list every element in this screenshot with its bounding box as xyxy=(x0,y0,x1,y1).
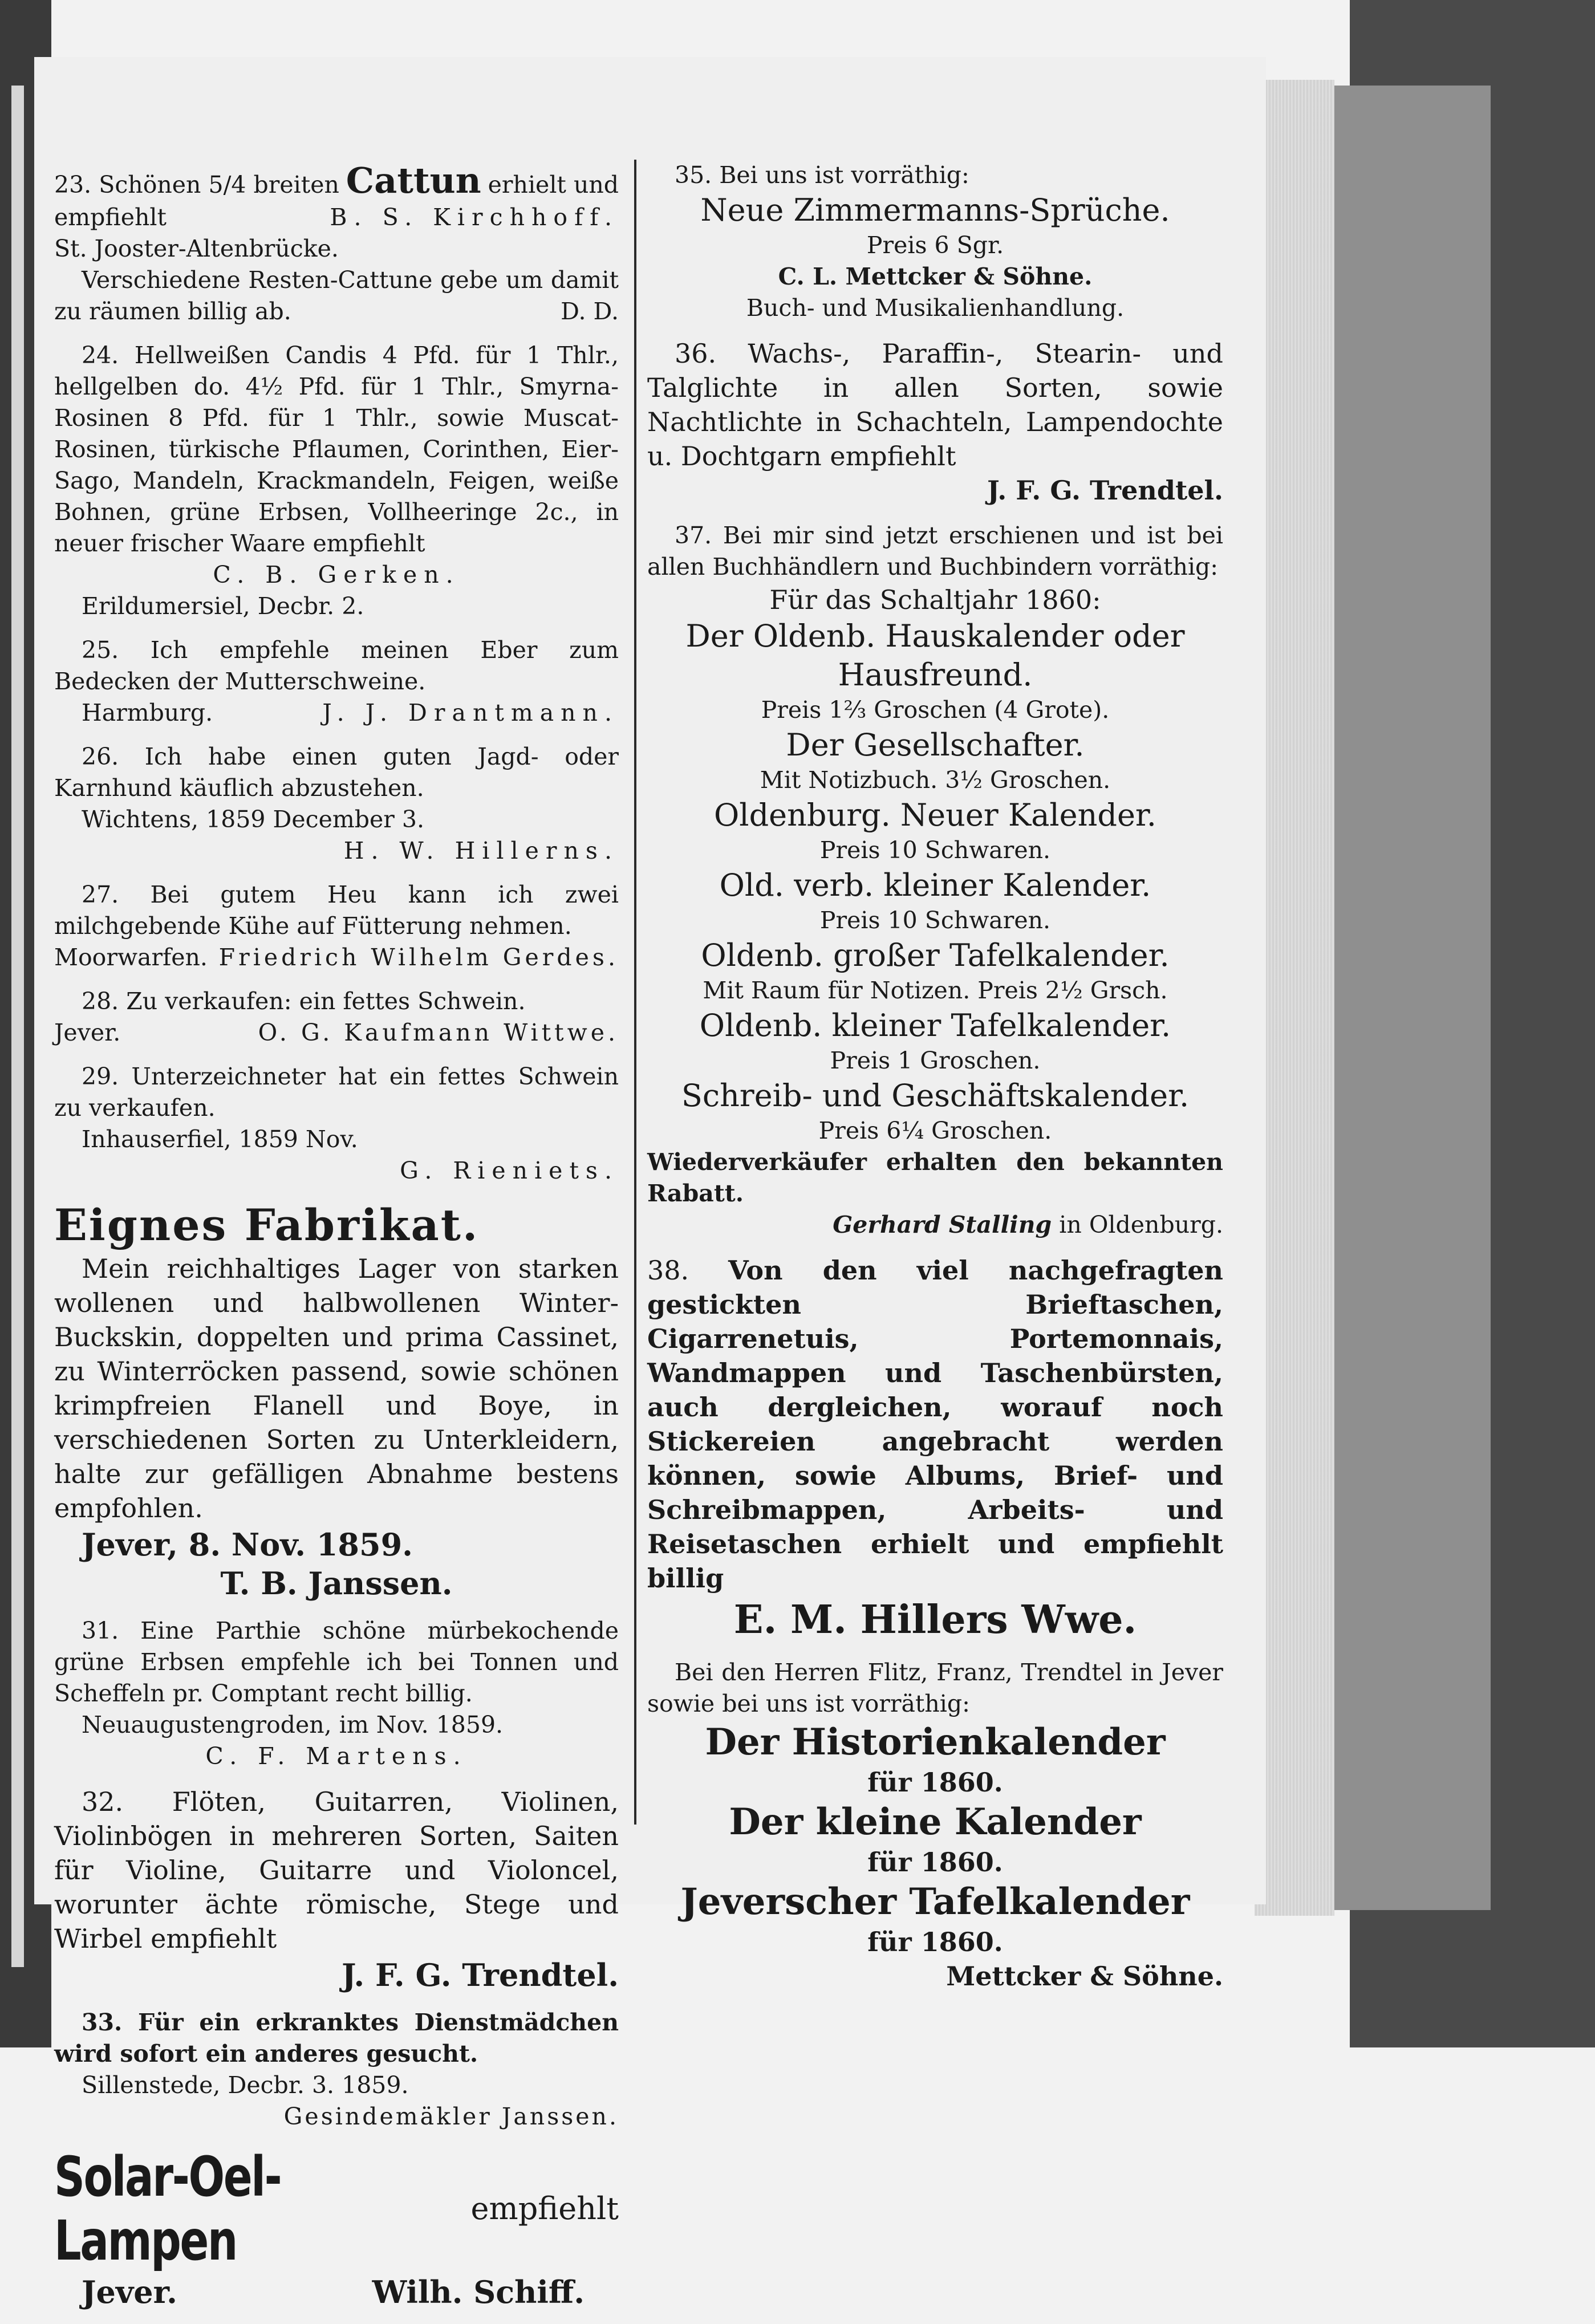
ad-37-price-3: Preis 10 Schwaren. xyxy=(819,836,1051,864)
ad-36-signature: J. F. G. Trendtel. xyxy=(987,475,1223,506)
ad-39-title-3: Jeverscher Tafelkalender xyxy=(680,1880,1190,1923)
ad-23-intro: 23. Schönen 5/4 breiten xyxy=(54,171,339,198)
ad-37-title-5: Oldenb. großer Tafelkalender. xyxy=(701,937,1170,973)
ad-34-heading: Solar-Oel-Lampen xyxy=(54,2145,281,2273)
ad-34 xyxy=(54,2145,619,2311)
ad-29-place: Inhauserfiel, 1859 Nov. xyxy=(82,1126,358,1153)
ad-25 xyxy=(54,635,619,729)
ad-39-for-1: für 1860. xyxy=(867,1767,1003,1798)
ad-31 xyxy=(54,1615,619,1772)
ad-32 xyxy=(54,1785,619,1994)
ad-35-intro: 35. Bei uns ist vorräthig: xyxy=(675,161,969,189)
ad-34-footer xyxy=(54,2273,619,2311)
ad-37-signature xyxy=(647,1209,1223,1241)
ad-35-title: Neue Zimmermanns-Sprüche. xyxy=(700,192,1170,228)
ad-39-title-2: Der kleine Kalender xyxy=(729,1801,1142,1843)
ad-27-footer xyxy=(54,942,619,973)
ad-25-footer xyxy=(54,697,619,729)
ad-37-price-4: Preis 10 Schwaren. xyxy=(819,907,1051,934)
ad-39-signature: Mettcker & Söhne. xyxy=(946,1961,1223,1992)
ad-26-signature: H. W. Hillerns. xyxy=(343,837,619,864)
ad-27-text: 27. Bei gutem Heu kann ich zwei milchgebende Kühe auf Fütterung nehmen. xyxy=(54,881,619,940)
page-stack-edges xyxy=(1255,80,1334,1916)
ad-37-price-5: Mit Raum für Notizen. Preis 2½ Grsch. xyxy=(703,977,1168,1004)
right-column xyxy=(647,160,1223,2006)
ad-28-signature: O. G. Kaufmann Wittwe. xyxy=(258,1019,619,1046)
ad-39-for-2: für 1860. xyxy=(867,1847,1003,1878)
ad-30 xyxy=(54,1199,619,1603)
ad-29-text: 29. Unterzeichneter hat ein fettes Schwein zu verkaufen. xyxy=(54,1063,619,1122)
ad-24-text: 24. Hellweißen Candis 4 Pfd. für 1 Thlr., hellgelben do. 4½ Pfd. für 1 Thlr., Smyrna-Rosinen 8 Pfd. für 1 Thlr., sowie Muscat-Rosinen, türkische Pflaumen, Corinthen, Eier-Sago, Mandeln, Krackmandeln, Feigen, weiße Bohnen, grüne Erbsen, Vollheeringe 2c., in neuer frischer Waare empfiehlt xyxy=(54,342,619,557)
ad-23 xyxy=(54,160,619,327)
ad-32-text: 32. Flöten, Guitarren, Violinen, Violinbögen in mehreren Sorten, Saiten für Violine, Guitarre und Violoncel, worunter ächte römische, Stege und Wirbel empfiehlt xyxy=(54,1786,619,1954)
ad-34-heading-row xyxy=(54,2145,619,2273)
ad-33-place: Sillenstede, Decbr. 3. 1859. xyxy=(82,2071,409,2099)
ad-38-signature: E. M. Hillers Wwe. xyxy=(733,1597,1137,1643)
ad-39-intro: Bei den Herren Flitz, Franz, Trendtel in Jever sowie bei uns ist vorräthig: xyxy=(647,1659,1223,1717)
ad-25-place: Harmburg. xyxy=(82,699,213,726)
ad-28 xyxy=(54,986,619,1049)
ad-37-price-7: Preis 6¼ Groschen. xyxy=(818,1117,1052,1144)
ad-23-line-2 xyxy=(54,202,619,233)
ad-36-text: 36. Wachs-, Paraffin-, Stearin- und Talglichte in allen Sorten, sowie Nachtlichte in Schachteln, Lampendochte u. Dochtgarn empfiehlt xyxy=(647,338,1223,472)
ad-37-price-1: Preis 1⅔ Groschen (4 Grote). xyxy=(761,696,1110,724)
ad-34-signature: Wilh. Schiff. xyxy=(372,2274,585,2310)
ad-31-text: 31. Eine Parthie schöne mürbekochende grüne Erbsen empfehle ich bei Tonnen und Scheffeln pr. Comptant recht billig. xyxy=(54,1617,619,1707)
ad-23-place: St. Jooster-Altenbrücke. xyxy=(54,235,339,262)
ad-30-text: Mein reichhaltiges Lager von starken wollenen und halbwollenen Winter-Buckskin, doppelten und prima Cassinet, zu Winterröcken passend, sowie schönen krimpfreien Flanell und Boye, in verschiedenen Sorten zu Unterkleidern, halte zur gefälligen Abnahme bestens empfohlen. xyxy=(54,1253,619,1523)
ad-34-place: Jever. xyxy=(82,2274,177,2310)
ad-37-year-line: Für das Schaltjahr 1860: xyxy=(769,584,1101,615)
ad-35 xyxy=(647,160,1223,324)
previous-page-edge xyxy=(11,86,24,1967)
ad-33-text: 33. Für ein erkranktes Dienstmädchen wird sofort ein anderes gesucht. xyxy=(54,2009,619,2067)
ad-37-publisher-place: in Oldenburg. xyxy=(1059,1211,1223,1238)
ad-23-remnants-signature: D. D. xyxy=(561,298,619,325)
ad-26 xyxy=(54,741,619,867)
ad-37-price-2: Mit Notizbuch. 3½ Groschen. xyxy=(760,766,1111,794)
ad-37-publisher: Gerhard Stalling xyxy=(833,1211,1052,1238)
ad-24-signature: C. B. Gerken. xyxy=(213,561,460,588)
ad-23-intro-tail: erhielt und xyxy=(488,171,619,198)
ad-24 xyxy=(54,340,619,622)
ad-32-signature: J. F. G. Trendtel. xyxy=(342,1957,619,1993)
ad-37-price-6: Preis 1 Groschen. xyxy=(830,1047,1041,1074)
ad-33 xyxy=(54,2007,619,2132)
ad-25-signature: J. J. Drantmann. xyxy=(322,699,619,726)
ad-37-title-1: Der Oldenb. Hauskalender oder Hausfreund. xyxy=(685,618,1185,693)
ad-38 xyxy=(647,1253,1223,1644)
ad-37-title-3: Oldenburg. Neuer Kalender. xyxy=(714,797,1156,833)
ad-25-text: 25. Ich empfehle meinen Eber zum Bedecken der Mutterschweine. xyxy=(54,636,619,695)
ad-23-product: Cattun xyxy=(346,160,481,201)
ad-28-place: Jever. xyxy=(54,1019,121,1046)
ad-29 xyxy=(54,1061,619,1187)
ad-37-title-6: Oldenb. kleiner Tafelkalender. xyxy=(699,1007,1171,1043)
ad-30-signature: T. B. Janssen. xyxy=(220,1565,453,1602)
ad-30-date: Jever, 8. Nov. 1859. xyxy=(82,1526,413,1563)
ad-35-firm-subtitle: Buch- und Musikalienhandlung. xyxy=(746,294,1125,322)
ad-39-for-3: für 1860. xyxy=(867,1927,1003,1957)
ad-36 xyxy=(647,336,1223,507)
ad-37-title-7: Schreib- und Geschäftskalender. xyxy=(681,1078,1190,1114)
left-column xyxy=(54,160,619,2324)
ad-26-place: Wichtens, 1859 December 3. xyxy=(82,806,425,833)
ad-37 xyxy=(647,520,1223,1241)
column-divider xyxy=(634,160,636,1825)
ad-28-text: 28. Zu verkaufen: ein fettes Schwein. xyxy=(82,988,526,1015)
ad-39-title-1: Der Historienkalender xyxy=(705,1721,1166,1764)
ad-39 xyxy=(647,1657,1223,1993)
ad-27 xyxy=(54,879,619,973)
ad-28-footer xyxy=(54,1017,619,1049)
ad-23-remnants-text: Verschiedene Resten-Cattune gebe um damit zu räumen billig ab. xyxy=(54,266,619,325)
ad-37-title-4: Old. verb. kleiner Kalender. xyxy=(719,867,1151,903)
ad-27-signature: Friedrich Wilhelm Gerdes. xyxy=(218,944,619,971)
ad-26-text: 26. Ich habe einen guten Jagd- oder Karnhund käuflich abzustehen. xyxy=(54,743,619,802)
ad-31-place: Neuaugustengroden, im Nov. 1859. xyxy=(82,1711,504,1738)
ad-30-heading: Eignes Fabrikat. xyxy=(54,1200,480,1250)
ad-38-number: 38. xyxy=(647,1255,689,1286)
ad-29-signature: G. Rieniets. xyxy=(400,1157,619,1184)
ad-38-body xyxy=(647,1253,1223,1595)
book-cover-board xyxy=(1329,86,1491,1910)
ad-34-recommends: empfiehlt xyxy=(470,2191,619,2227)
ad-37-title-2: Der Gesellschafter. xyxy=(786,727,1085,763)
ad-38-text: Von den viel nachgefragten gestickten Brieftaschen, Cigarrenetuis, Portemonnais, Wandmappen und Taschenbürsten, auch dergleichen, worauf noch Stickereien angebracht werden können, sowie Albums, Brief- und Schreibmappen, Arbeits- und Reisetaschen erhielt und empfiehlt billig xyxy=(647,1255,1223,1594)
ad-35-price: Preis 6 Sgr. xyxy=(866,231,1004,259)
ad-23-recommends: empfiehlt xyxy=(54,204,167,231)
ad-31-signature: C. F. Martens. xyxy=(205,1742,468,1770)
ad-23-signature: B. S. Kirchhoff. xyxy=(330,204,619,231)
ad-33-signature: Gesindemäkler Janssen. xyxy=(283,2103,619,2130)
ad-23-line-1 xyxy=(54,160,619,202)
ad-37-rebate: Wiederverkäufer erhalten den bekannten Rabatt. xyxy=(647,1148,1223,1207)
ad-24-place: Erildumersiel, Decbr. 2. xyxy=(82,592,364,620)
ad-37-intro: 37. Bei mir sind jetzt erschienen und ist bei allen Buchhändlern und Buchbindern vorräthig: xyxy=(647,522,1223,580)
ad-27-place: Moorwarfen. xyxy=(54,944,208,971)
ad-35-firm: C. L. Mettcker & Söhne. xyxy=(778,263,1093,290)
